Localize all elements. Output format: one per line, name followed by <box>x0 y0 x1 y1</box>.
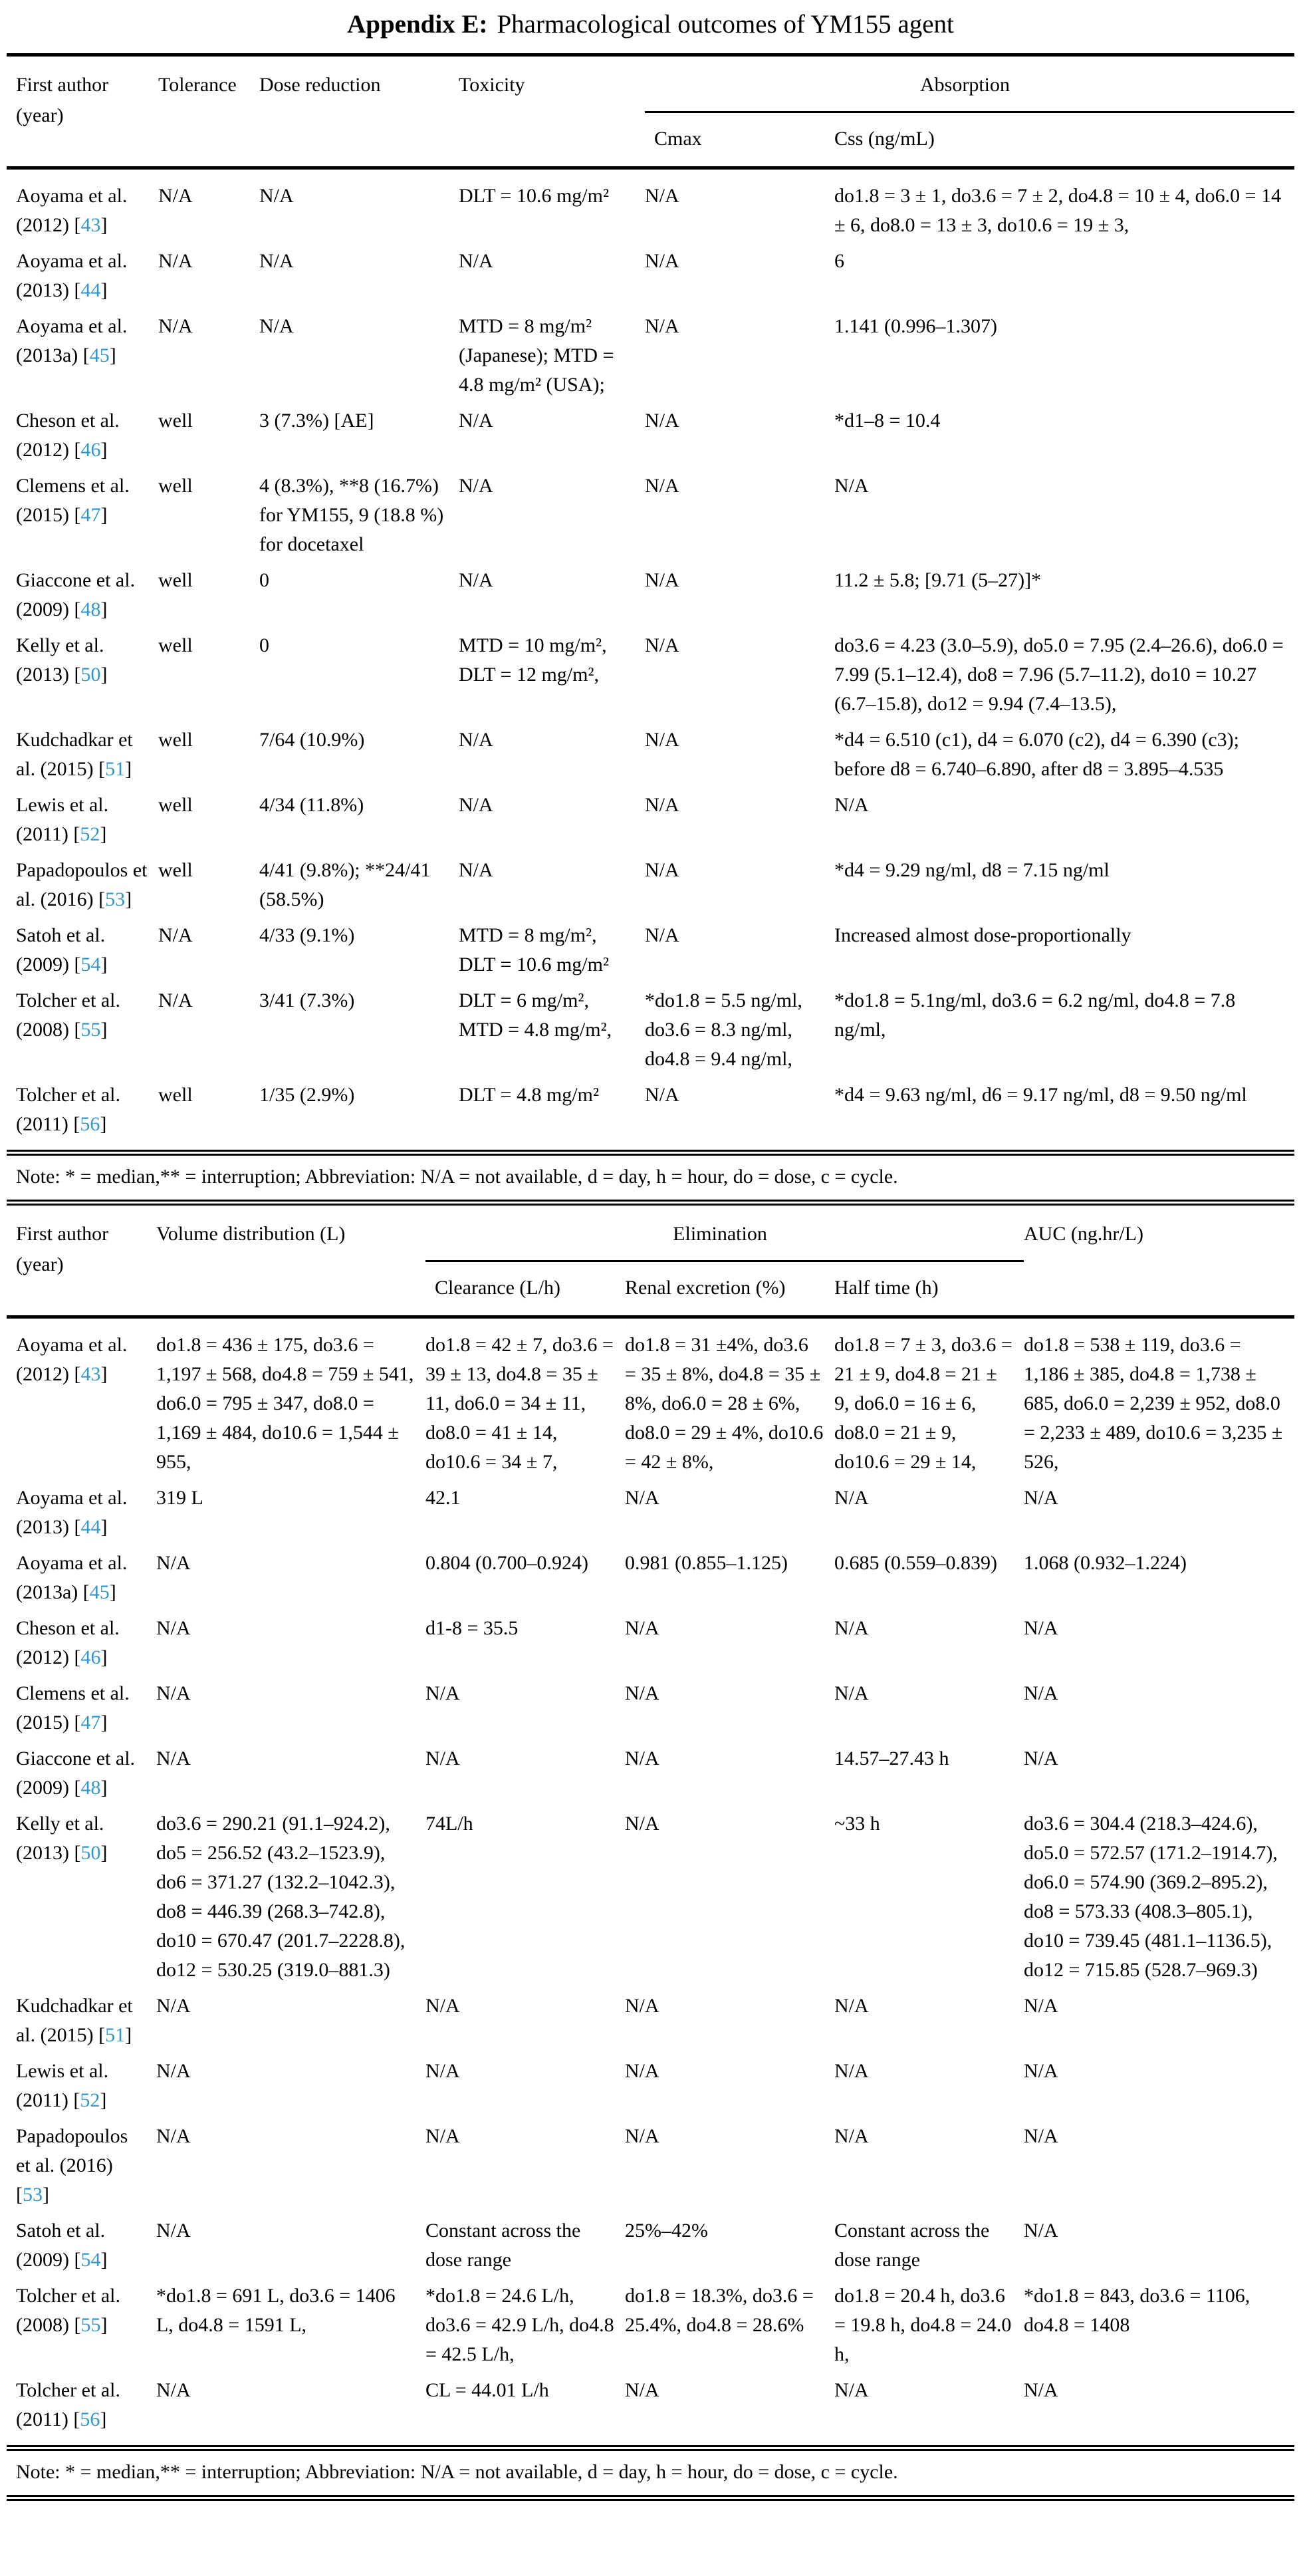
col-header-auc: AUC (ng.hr/L) <box>1024 1223 1143 1245</box>
data-cell: 11.2 ± 5.8; [9.71 (5–27)]* <box>834 569 1042 591</box>
table-row <box>7 1676 1294 1741</box>
data-cell: *do1.8 = 691 L, do3.6 = 1406 L, do4.8 = 1591 L, <box>156 2285 396 2336</box>
citation-ref[interactable]: 53 <box>105 888 126 910</box>
data-cell: 4/33 (9.1%) <box>259 924 355 946</box>
citation-ref[interactable]: 44 <box>80 1516 101 1538</box>
citation-ref[interactable]: 54 <box>80 2249 101 2271</box>
data-cell: 3/41 (7.3%) <box>259 989 355 1011</box>
data-cell: N/A <box>1024 1995 1058 2017</box>
table-row <box>7 168 1294 244</box>
table-row <box>7 983 1294 1077</box>
data-cell: N/A <box>645 250 679 272</box>
col-header-toxicity: Toxicity <box>459 74 525 96</box>
data-cell: N/A <box>459 475 493 497</box>
data-cell: do1.8 = 42 ± 7, do3.6 = 39 ± 13, do4.8 = 35 ± 11, do6.0 = 34 ± 11, do8.0 = 41 ± 14, do10.6 = 34 ± 7, <box>425 1334 614 1473</box>
data-cell: N/A <box>645 729 679 751</box>
data-cell: N/A <box>156 2060 191 2082</box>
page-title <box>0 9 1301 40</box>
data-cell: N/A <box>1024 2220 1058 2242</box>
col-header-cmax: Cmax <box>654 128 702 150</box>
citation-ref[interactable]: 52 <box>80 2089 100 2111</box>
citation-ref[interactable]: 46 <box>80 1646 101 1668</box>
data-cell: N/A <box>425 2060 460 2082</box>
citation-ref[interactable]: 53 <box>22 2184 43 2206</box>
data-cell: 6 <box>834 250 844 272</box>
citation-ref[interactable]: 51 <box>105 758 126 780</box>
col-header-dose-reduction: Dose reduction <box>259 74 381 96</box>
data-cell: N/A <box>624 2060 659 2082</box>
data-cell: 7/64 (10.9%) <box>259 729 365 751</box>
author-cell: Tolcher et al. (2011) [56] <box>15 2379 120 2430</box>
data-cell: N/A <box>158 989 193 1011</box>
data-cell: do1.8 = 20.4 h, do3.6 = 19.8 h, do4.8 = 24.0 h, <box>834 2285 1012 2365</box>
col-header-tolerance: Tolerance <box>158 74 237 96</box>
data-cell: N/A <box>1024 2379 1058 2401</box>
col-header-volume-distribution: Volume distribution (L) <box>156 1223 346 1245</box>
table-note: Note: * = median,** = interruption; Abbreviation: N/A = not available, d = day, h = hour, do = dose, c = cycle. <box>7 2448 1294 2498</box>
citation-ref[interactable]: 51 <box>105 2024 126 2046</box>
data-cell: 74L/h <box>425 1813 473 1835</box>
data-cell: N/A <box>156 2220 191 2242</box>
citation-ref[interactable]: 55 <box>80 1019 101 1041</box>
col-header-clearance: Clearance (L/h) <box>434 1277 561 1299</box>
citation-ref[interactable]: 46 <box>80 439 101 461</box>
data-cell: d1-8 = 35.5 <box>425 1617 519 1639</box>
data-cell: 1.141 (0.996–1.307) <box>834 315 997 337</box>
data-cell: N/A <box>645 410 679 432</box>
table-row <box>7 918 1294 983</box>
author-cell: Aoyama et al. (2012) [43] <box>16 185 128 236</box>
col-header-first-author: First author (year) <box>16 74 109 126</box>
data-cell: N/A <box>459 859 493 881</box>
author-cell: Clemens et al. (2015) [47] <box>16 475 130 526</box>
data-cell: DLT = 4.8 mg/m² <box>459 1084 599 1106</box>
table-1-footer <box>7 1153 1294 1203</box>
col-header-half-time: Half time (h) <box>834 1277 939 1299</box>
data-cell: N/A <box>645 1084 679 1106</box>
table-row <box>7 1806 1294 1988</box>
data-cell: do1.8 = 7 ± 3, do3.6 = 21 ± 9, do4.8 = 21 ± 9, do6.0 = 16 ± 6, do8.0 = 21 ± 9, do10.6 = 29 ± 14, <box>834 1334 1012 1473</box>
table-row <box>7 468 1294 563</box>
table-row <box>7 1480 1294 1545</box>
citation-ref[interactable]: 48 <box>80 1777 101 1799</box>
author-cell: Giaccone et al. (2009) [48] <box>15 1747 136 1799</box>
data-cell: *d4 = 9.29 ng/ml, d8 = 7.15 ng/ml <box>834 859 1110 881</box>
table-row <box>7 243 1294 309</box>
author-cell: Aoyama et al. (2013a) [45] <box>16 315 128 366</box>
data-cell: MTD = 8 mg/m² (Japanese); MTD = 4.8 mg/m² (USA); <box>459 315 614 396</box>
data-cell: N/A <box>156 1682 191 1704</box>
data-cell: do3.6 = 290.21 (91.1–924.2), do5 = 256.52 (43.2–1523.9), do6 = 371.27 (132.2–1042.3), do8 = 446.39 (268.3–742.8), do10 = 670.47 (201.7–2228.8), do12 = 530.25 (319.0–881.3) <box>156 1813 406 1981</box>
data-cell: N/A <box>624 1747 659 1769</box>
data-cell: N/A <box>834 1995 869 2017</box>
data-cell: well <box>158 475 193 497</box>
table-2-body <box>7 1317 1294 2448</box>
data-cell: DLT = 6 mg/m², MTD = 4.8 mg/m², <box>459 989 612 1041</box>
data-cell: N/A <box>834 2060 869 2082</box>
data-cell: ~33 h <box>834 1813 880 1835</box>
author-cell: Kudchadkar et al. (2015) [51] <box>16 729 133 780</box>
data-cell: MTD = 10 mg/m², DLT = 12 mg/m², <box>459 634 607 686</box>
author-cell: Satoh et al. (2009) [54] <box>15 2220 108 2271</box>
col-header-first-author: First author (year) <box>15 1223 109 1275</box>
table-2-header <box>7 1206 1294 1317</box>
table-row <box>7 852 1294 918</box>
col-header-css: Css (ng/mL) <box>834 128 935 150</box>
author-cell: Lewis et al. (2011) [52] <box>16 794 109 845</box>
data-cell: 25%–42% <box>624 2220 708 2242</box>
data-cell: do1.8 = 538 ± 119, do3.6 = 1,186 ± 385, do4.8 = 1,738 ± 685, do6.0 = 2,239 ± 952, do8.0 = 2,233 ± 489, do10.6 = 3,235 ± 526, <box>1024 1334 1283 1473</box>
table-row <box>7 628 1294 722</box>
data-cell: N/A <box>645 794 679 816</box>
data-cell: N/A <box>158 185 193 207</box>
author-cell: Lewis et al. (2011) [52] <box>15 2060 109 2111</box>
data-cell: N/A <box>645 315 679 337</box>
data-cell: N/A <box>156 1747 191 1769</box>
table-row <box>7 2213 1294 2278</box>
data-cell: MTD = 8 mg/m², DLT = 10.6 mg/m² <box>459 924 609 975</box>
data-cell: N/A <box>1024 1682 1058 1704</box>
table-row <box>7 1741 1294 1806</box>
citation-ref[interactable]: 56 <box>80 2408 100 2430</box>
citation-ref[interactable]: 45 <box>89 1581 110 1603</box>
data-cell: Constant across the dose range <box>425 2220 581 2271</box>
data-cell: N/A <box>459 794 493 816</box>
data-cell: do1.8 = 18.3%, do3.6 = 25.4%, do4.8 = 28.6% <box>624 2285 814 2336</box>
data-cell: 42.1 <box>425 1487 461 1509</box>
author-cell: Aoyama et al. (2013a) [45] <box>15 1552 128 1603</box>
citation-ref[interactable]: 54 <box>80 954 101 975</box>
data-cell: N/A <box>624 2125 659 2147</box>
data-cell: *do1.8 = 843, do3.6 = 1106, do4.8 = 1408 <box>1024 2285 1250 2336</box>
data-cell: N/A <box>459 569 493 591</box>
data-cell: N/A <box>1024 1747 1058 1769</box>
table-row <box>7 309 1294 403</box>
citation-ref[interactable]: 45 <box>89 344 110 366</box>
author-cell: Aoyama et al. (2013) [44] <box>16 250 128 301</box>
data-cell: well <box>158 569 193 591</box>
data-cell: do3.6 = 4.23 (3.0–5.9), do5.0 = 7.95 (2.4–26.6), do6.0 = 7.99 (5.1–12.4), do8 = 7.96 (5.7–11.2), do10 = 10.27 (6.7–15.8), do12 = 9.94 (7.4–13.5), <box>834 634 1284 715</box>
table-row <box>7 1077 1294 1153</box>
author-cell: Tolcher et al. (2008) [55] <box>16 989 120 1041</box>
table-row <box>7 2053 1294 2119</box>
data-cell: N/A <box>1024 1487 1058 1509</box>
citation-ref[interactable]: 50 <box>80 664 101 686</box>
data-cell: well <box>158 634 193 656</box>
data-cell: N/A <box>834 1487 869 1509</box>
data-cell: well <box>158 729 193 751</box>
col-header-absorption: Absorption <box>645 55 1294 112</box>
table-row <box>7 1610 1294 1676</box>
data-cell: well <box>158 794 193 816</box>
data-cell: N/A <box>156 1552 191 1574</box>
author-cell: Kelly et al. (2013) [50] <box>15 1813 108 1864</box>
data-cell: *d1–8 = 10.4 <box>834 410 941 432</box>
table-row <box>7 722 1294 787</box>
data-cell: N/A <box>425 1747 460 1769</box>
citation-ref[interactable]: 43 <box>80 214 101 236</box>
data-cell: well <box>158 859 193 881</box>
data-cell: DLT = 10.6 mg/m² <box>459 185 609 207</box>
data-cell: well <box>158 1084 193 1106</box>
author-cell: Cheson et al. (2012) [46] <box>16 410 120 461</box>
data-cell: N/A <box>425 1682 460 1704</box>
data-cell: 0.981 (0.855–1.125) <box>624 1552 788 1574</box>
data-cell: N/A <box>624 2379 659 2401</box>
data-cell: N/A <box>156 1617 191 1639</box>
data-cell: N/A <box>459 729 493 751</box>
data-cell: 0.685 (0.559–0.839) <box>834 1552 997 1574</box>
document-page <box>0 9 1301 2501</box>
data-cell: N/A <box>459 410 493 432</box>
author-cell: Giaccone et al. (2009) [48] <box>16 569 136 620</box>
data-cell: N/A <box>624 1487 659 1509</box>
data-cell: N/A <box>259 185 294 207</box>
data-cell: 14.57–27.43 h <box>834 1747 949 1769</box>
data-cell: *do1.8 = 5.1ng/ml, do3.6 = 6.2 ng/ml, do4.8 = 7.8 ng/ml, <box>834 989 1236 1041</box>
data-cell: N/A <box>459 250 493 272</box>
data-cell: Increased almost dose-proportionally <box>834 924 1131 946</box>
title-text: Pharmacological outcomes of YM155 agent <box>497 10 954 39</box>
data-cell: N/A <box>624 1995 659 2017</box>
citation-ref[interactable]: 48 <box>80 598 101 620</box>
data-cell: *d4 = 9.63 ng/ml, d6 = 9.17 ng/ml, d8 = 9.50 ng/ml <box>834 1084 1247 1106</box>
data-cell: *d4 = 6.510 (c1), d4 = 6.070 (c2), d4 = 6.390 (c3); before d8 = 6.740–6.890, after d8 = 3.895–4.535 <box>834 729 1239 780</box>
table-row <box>7 2278 1294 2373</box>
table-row <box>7 2119 1294 2213</box>
author-cell: Papadopoulos et al. (2016) [53] <box>15 2125 128 2206</box>
data-cell: do1.8 = 436 ± 175, do3.6 = 1,197 ± 568, do4.8 = 759 ± 541, do6.0 = 795 ± 347, do8.0 = 1,169 ± 484, do10.6 = 1,544 ± 955, <box>156 1334 414 1473</box>
col-header-renal-excretion: Renal excretion (%) <box>624 1277 786 1299</box>
data-cell: *do1.8 = 5.5 ng/ml, do3.6 = 8.3 ng/ml, do4.8 = 9.4 ng/ml, <box>645 989 802 1070</box>
pharma-outcomes-table-1 <box>7 53 1294 1206</box>
data-cell: N/A <box>158 924 193 946</box>
author-cell: Aoyama et al. (2013) [44] <box>15 1487 128 1538</box>
citation-ref[interactable]: 52 <box>80 823 100 845</box>
data-cell: N/A <box>259 315 294 337</box>
data-cell: N/A <box>1024 2125 1058 2147</box>
data-cell: N/A <box>834 475 869 497</box>
author-cell: Kudchadkar et al. (2015) [51] <box>15 1995 133 2046</box>
table-row <box>7 2373 1294 2448</box>
table-row <box>7 1317 1294 1481</box>
appendix-label: Appendix E: <box>347 10 488 39</box>
data-cell: N/A <box>834 2125 869 2147</box>
citation-ref[interactable]: 47 <box>80 504 101 526</box>
table-row <box>7 1545 1294 1610</box>
author-cell: Aoyama et al. (2012) [43] <box>15 1334 128 1385</box>
data-cell: N/A <box>624 1813 659 1835</box>
data-cell: N/A <box>425 1995 460 2017</box>
data-cell: 1.068 (0.932–1.224) <box>1024 1552 1187 1574</box>
citation-ref[interactable]: 56 <box>80 1113 100 1135</box>
data-cell: N/A <box>425 2125 460 2147</box>
data-cell: 4 (8.3%), **8 (16.7%) for YM155, 9 (18.8 %) for docetaxel <box>259 475 444 555</box>
data-cell: Constant across the dose range <box>834 2220 990 2271</box>
table-1-header <box>7 55 1294 168</box>
data-cell: N/A <box>834 2379 869 2401</box>
data-cell: N/A <box>1024 1617 1058 1639</box>
data-cell: 4/41 (9.8%); **24/41 (58.5%) <box>259 859 431 910</box>
author-cell: Tolcher et al. (2011) [56] <box>16 1084 120 1135</box>
pharma-outcomes-table-2 <box>7 1206 1294 2501</box>
data-cell: N/A <box>156 1995 191 2017</box>
table-row <box>7 787 1294 852</box>
author-cell: Kelly et al. (2013) [50] <box>16 634 108 686</box>
data-cell: N/A <box>645 475 679 497</box>
data-cell: N/A <box>645 185 679 207</box>
data-cell: CL = 44.01 L/h <box>425 2379 549 2401</box>
data-cell: 3 (7.3%) [AE] <box>259 410 374 432</box>
col-header-elimination: Elimination <box>425 1206 1024 1261</box>
table-row <box>7 1988 1294 2053</box>
data-cell: well <box>158 410 193 432</box>
data-cell: N/A <box>156 2125 191 2147</box>
data-cell: N/A <box>645 859 679 881</box>
data-cell: N/A <box>645 569 679 591</box>
data-cell: 0.804 (0.700–0.924) <box>425 1552 588 1574</box>
data-cell: do3.6 = 304.4 (218.3–424.6), do5.0 = 572.57 (171.2–1914.7), do6.0 = 574.90 (369.2–895.2), do8 = 573.33 (408.3–805.1), do10 = 739.45 (481.1–1136.5), do12 = 715.85 (528.7–969.3) <box>1024 1813 1278 1981</box>
data-cell: N/A <box>156 2379 191 2401</box>
data-cell: N/A <box>158 315 193 337</box>
data-cell: N/A <box>834 794 869 816</box>
author-cell: Satoh et al. (2009) [54] <box>16 924 108 975</box>
citation-ref[interactable]: 55 <box>80 2314 101 2336</box>
citation-ref[interactable]: 47 <box>80 1712 101 1734</box>
author-cell: Clemens et al. (2015) [47] <box>15 1682 130 1734</box>
author-cell: Cheson et al. (2012) [46] <box>15 1617 120 1668</box>
table-2-footer <box>7 2448 1294 2498</box>
table-row <box>7 403 1294 468</box>
data-cell: do1.8 = 31 ±4%, do3.6 = 35 ± 8%, do4.8 = 35 ± 8%, do6.0 = 28 ± 6%, do8.0 = 29 ± 4%, do10.6 = 42 ± 8%, <box>624 1334 824 1473</box>
data-cell: 1/35 (2.9%) <box>259 1084 355 1106</box>
data-cell: 4/34 (11.8%) <box>259 794 364 816</box>
author-cell: Tolcher et al. (2008) [55] <box>15 2285 120 2336</box>
table-note: Note: * = median,** = interruption; Abbreviation: N/A = not available, d = day, h = hour, do = dose, c = cycle. <box>7 1153 1294 1203</box>
table-1-body <box>7 168 1294 1153</box>
data-cell: N/A <box>834 1617 869 1639</box>
data-cell: N/A <box>834 1682 869 1704</box>
data-cell: 0 <box>259 634 269 656</box>
data-cell: N/A <box>645 924 679 946</box>
data-cell: 0 <box>259 569 269 591</box>
data-cell: do1.8 = 3 ± 1, do3.6 = 7 ± 2, do4.8 = 10 ± 4, do6.0 = 14 ± 6, do8.0 = 13 ± 3, do10.6 = 19 ± 3, <box>834 185 1282 236</box>
citation-ref[interactable]: 50 <box>80 1842 101 1864</box>
data-cell: N/A <box>158 250 193 272</box>
data-cell: N/A <box>645 634 679 656</box>
data-cell: N/A <box>1024 2060 1058 2082</box>
author-cell: Papadopoulos et al. (2016) [53] <box>16 859 148 910</box>
citation-ref[interactable]: 43 <box>80 1363 101 1385</box>
data-cell: 319 L <box>156 1487 203 1509</box>
data-cell: N/A <box>624 1617 659 1639</box>
table-row <box>7 563 1294 628</box>
data-cell: *do1.8 = 24.6 L/h, do3.6 = 42.9 L/h, do4.8 = 42.5 L/h, <box>425 2285 614 2365</box>
data-cell: N/A <box>624 1682 659 1704</box>
citation-ref[interactable]: 44 <box>80 279 101 301</box>
data-cell: N/A <box>259 250 294 272</box>
